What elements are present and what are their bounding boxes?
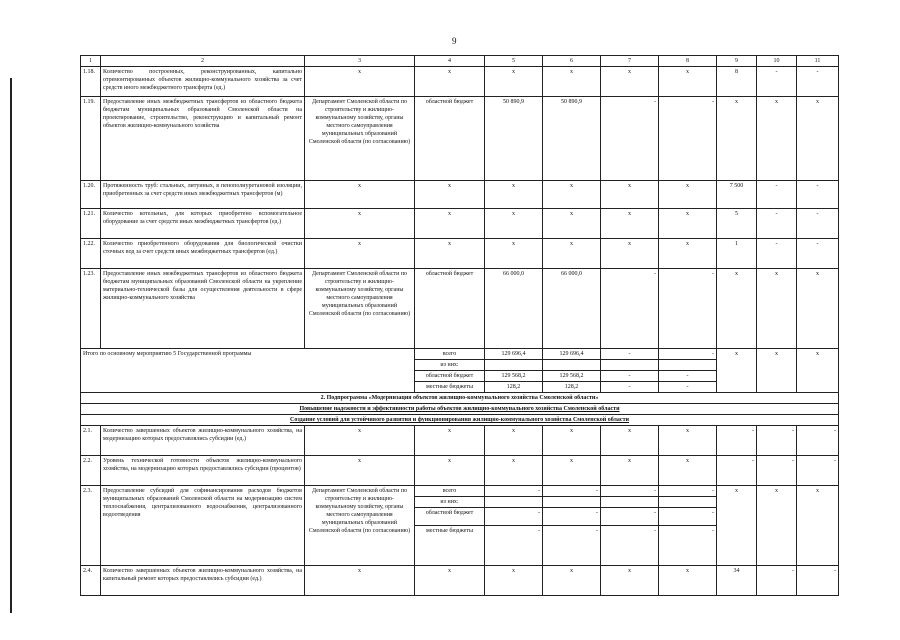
cell: 50 890,9	[485, 97, 543, 181]
cell: -	[797, 566, 839, 596]
cell: х	[601, 566, 659, 596]
cell: -	[797, 426, 839, 456]
cell: х	[543, 239, 601, 269]
cell: х	[415, 67, 485, 97]
cell: -	[659, 382, 717, 393]
cell: х	[415, 456, 485, 486]
cell: х	[659, 67, 717, 97]
cell: х	[415, 566, 485, 596]
section-goal: Повышение надежности и эффективности работы объектов жилищно-коммунального хозяйства Смоленской области	[81, 404, 839, 415]
row-number: 1.19.	[81, 97, 101, 181]
row-number: 2.2.	[81, 456, 101, 486]
funding-source: местные бюджеты	[415, 382, 485, 393]
column-number: 5	[485, 56, 543, 67]
cell: х	[757, 269, 797, 349]
cell: х	[797, 486, 839, 566]
column-number: 8	[659, 56, 717, 67]
row-description: Количество завершенных объектов жилищно-коммунального хозяйства, на капитальный ремонт которых предоставлялись субсидии (ед.)	[101, 566, 305, 596]
funding-source: областной бюджет	[415, 269, 485, 349]
cell: х	[485, 426, 543, 456]
funding-source: областной бюджет	[415, 508, 485, 526]
cell: -	[601, 269, 659, 349]
column-number: 11	[797, 56, 839, 67]
cell: -	[659, 486, 717, 497]
cell: -	[757, 181, 797, 209]
row-number: 2.3.	[81, 486, 101, 566]
cell: 129 696,4	[485, 349, 543, 360]
column-number: 3	[305, 56, 415, 67]
column-number: 9	[717, 56, 757, 67]
column-number: 7	[601, 56, 659, 67]
cell: -	[601, 486, 659, 497]
row-description: Протяженность труб: стальных, литуиных, в пенополиуретановой изоляции, приобретенных за счет средств иных межбюджетных трансфертов (м)	[101, 181, 305, 209]
table-row	[81, 181, 839, 209]
cell: х	[305, 566, 415, 596]
cell: х	[415, 239, 485, 269]
cell: -	[797, 239, 839, 269]
column-number: 1	[81, 56, 101, 67]
cell: -	[601, 508, 659, 526]
funding-source: местные бюджеты	[415, 526, 485, 566]
cell: -	[543, 486, 601, 497]
cell: х	[797, 349, 839, 393]
cell: -	[543, 526, 601, 566]
cell: 128,2	[485, 382, 543, 393]
total-label: Итого по основному мероприятию 5 Государственной программы	[81, 349, 415, 393]
row-description: Предоставление иных межбюджетных трансфертов из областного бюджета бюджетам муниципальных образований Смоленской области на укрепление материально-технической базы для осуществления деятельности в сфере жилищно-коммунального хозяйства	[101, 269, 305, 349]
cell: х	[485, 209, 543, 239]
cell: 66 000,0	[543, 269, 601, 349]
executor-cell: Департамент Смоленской области по строительству и жилищно-коммунальному хозяйству, органы местного самоуправления муниципальных образований Смоленской области (по согласованию)	[305, 486, 415, 566]
row-number: 2.1.	[81, 426, 101, 456]
cell: -	[757, 566, 797, 596]
cell	[601, 360, 659, 371]
row-number: 2.4.	[81, 566, 101, 596]
cell: х	[659, 209, 717, 239]
cell: 7 500	[717, 181, 757, 209]
cell	[659, 497, 717, 508]
total-row	[81, 349, 839, 360]
funding-source: областной бюджет	[415, 97, 485, 181]
cell: х	[415, 209, 485, 239]
cell: х	[717, 269, 757, 349]
cell: х	[659, 566, 717, 596]
cell: х	[659, 426, 717, 456]
table-row	[81, 566, 839, 596]
cell: х	[305, 456, 415, 486]
cell: х	[305, 426, 415, 456]
row-number: 1.20.	[81, 181, 101, 209]
cell: -	[485, 486, 543, 497]
column-number-row	[81, 56, 839, 67]
cell: -	[797, 67, 839, 97]
cell: х	[601, 209, 659, 239]
cell	[485, 497, 543, 508]
cell: х	[601, 181, 659, 209]
cell: -	[717, 426, 757, 456]
cell: х	[717, 486, 757, 566]
cell: х	[543, 566, 601, 596]
cell: х	[305, 209, 415, 239]
cell: х	[305, 181, 415, 209]
cell: х	[485, 181, 543, 209]
funding-source: всего	[415, 486, 485, 497]
table-row	[81, 209, 839, 239]
cell: 34	[717, 566, 757, 596]
cell: -	[601, 97, 659, 181]
cell: 129 568,2	[485, 371, 543, 382]
cell: х	[659, 456, 717, 486]
funding-source: из них:	[415, 360, 485, 371]
cell	[659, 360, 717, 371]
cell: 128,2	[543, 382, 601, 393]
cell: -	[485, 508, 543, 526]
column-number: 10	[757, 56, 797, 67]
table-row	[81, 239, 839, 269]
row-number: 1.23.	[81, 269, 101, 349]
cell: -	[757, 456, 797, 486]
cell: х	[717, 97, 757, 181]
cell: х	[543, 426, 601, 456]
cell: х	[415, 181, 485, 209]
row-description: Количество котельных, для которых приобретено вспомогательное оборудование за счет средств иных межбюджетных трансфертов (ед.)	[101, 209, 305, 239]
table-row	[81, 67, 839, 97]
cell	[543, 497, 601, 508]
margin-line	[10, 78, 12, 613]
cell: -	[659, 97, 717, 181]
cell: -	[659, 269, 717, 349]
cell: -	[659, 526, 717, 566]
cell: х	[757, 97, 797, 181]
section-title-row	[81, 393, 839, 404]
column-number: 4	[415, 56, 485, 67]
cell: 8	[717, 67, 757, 97]
row-description: Количество приобретенного оборудования для биологической очистки сточных вод за счет средств иных межбюджетных трансфертов (ед.)	[101, 239, 305, 269]
cell: -	[757, 67, 797, 97]
page-number: 9	[452, 36, 457, 46]
table-row	[81, 426, 839, 456]
table-row	[81, 456, 839, 486]
cell: -	[601, 349, 659, 360]
cell: х	[601, 239, 659, 269]
executor-cell: Департамент Смоленской области по строительству и жилищно-коммунальному хозяйству, органы местного самоуправления муниципальных образований Смоленской области (по согласованию)	[305, 97, 415, 181]
cell: х	[415, 426, 485, 456]
funding-source: областной бюджет	[415, 371, 485, 382]
column-number: 2	[101, 56, 305, 67]
section-goal-row	[81, 404, 839, 415]
section-title: 2. Подпрограмма «Модернизация объектов жилищно-коммунального хозяйства Смоленской области»	[81, 393, 839, 404]
row-description: Количество завершенных объектов жилищно-коммунального хозяйства, на модернизацию которых предоставлялись субсидии (ед.)	[101, 426, 305, 456]
cell	[485, 360, 543, 371]
cell: х	[305, 239, 415, 269]
cell: -	[601, 526, 659, 566]
funding-source: из них:	[415, 497, 485, 508]
cell: 5	[717, 209, 757, 239]
cell: х	[485, 67, 543, 97]
cell: -	[543, 508, 601, 526]
cell: х	[797, 97, 839, 181]
table-row	[81, 486, 839, 497]
cell: х	[659, 239, 717, 269]
table-row	[81, 97, 839, 181]
row-number: 1.22.	[81, 239, 101, 269]
row-description: Предоставление иных межбюджетных трансфертов из областного бюджета бюджетам муниципальных образований Смоленской области на проектирование, строительство, реконструкцию и капитальный ремонт объектов жилищно-коммунального хозяйства	[101, 97, 305, 181]
cell: х	[659, 181, 717, 209]
cell: -	[757, 239, 797, 269]
program-table	[80, 55, 839, 596]
section-task: Создание условий для устойчивого развития и функционирования жилищно-коммунального хозяйства Смоленской области	[81, 415, 839, 426]
cell: х	[717, 349, 757, 393]
funding-source: всего	[415, 349, 485, 360]
cell: х	[485, 456, 543, 486]
executor-cell: Департамент Смоленской области по строительству и жилищно-коммунальному хозяйству, органы местного самоуправления муниципальных образований Смоленской области (по согласованию)	[305, 269, 415, 349]
row-number: 1.21.	[81, 209, 101, 239]
cell: -	[485, 526, 543, 566]
cell: х	[797, 269, 839, 349]
cell: -	[797, 209, 839, 239]
row-description: Уровень технической готовности объектов жилищно-коммунального хозяйства, на модернизацию которых предоставлялись субсидии (процентов)	[101, 456, 305, 486]
cell: х	[601, 456, 659, 486]
row-description: Предоставление субсидий для софинансирования расходов бюджетов муниципальных образований Смоленской области на модернизацию систем теплоснабжения, централизованного водоснабжения, централизованного водоотведения	[101, 486, 305, 566]
cell: -	[797, 181, 839, 209]
cell: х	[485, 566, 543, 596]
cell: -	[757, 426, 797, 456]
cell: х	[543, 181, 601, 209]
section-task-row	[81, 415, 839, 426]
cell: 129 568,2	[543, 371, 601, 382]
cell: -	[797, 456, 839, 486]
cell: 50 890,9	[543, 97, 601, 181]
cell: х	[601, 67, 659, 97]
cell: -	[601, 371, 659, 382]
cell: х	[543, 67, 601, 97]
cell: х	[485, 239, 543, 269]
cell: х	[543, 209, 601, 239]
row-number: 1.18.	[81, 67, 101, 97]
cell	[601, 497, 659, 508]
cell: х	[305, 67, 415, 97]
cell: х	[757, 486, 797, 566]
table-row	[81, 269, 839, 349]
row-description: Количество построенных, реконструированных, капитально отремонтированных объектов жилищно-коммунального хозяйства за счет средств иного межбюджетного трансферта (ед.)	[101, 67, 305, 97]
cell: -	[659, 371, 717, 382]
cell	[543, 360, 601, 371]
cell: -	[659, 508, 717, 526]
cell: 129 696,4	[543, 349, 601, 360]
cell: 1	[717, 239, 757, 269]
cell: х	[757, 349, 797, 393]
cell: -	[601, 382, 659, 393]
cell: -	[757, 209, 797, 239]
cell: х	[543, 456, 601, 486]
cell: -	[659, 349, 717, 360]
column-number: 6	[543, 56, 601, 67]
cell: -	[717, 456, 757, 486]
cell: 66 000,0	[485, 269, 543, 349]
cell: х	[601, 426, 659, 456]
